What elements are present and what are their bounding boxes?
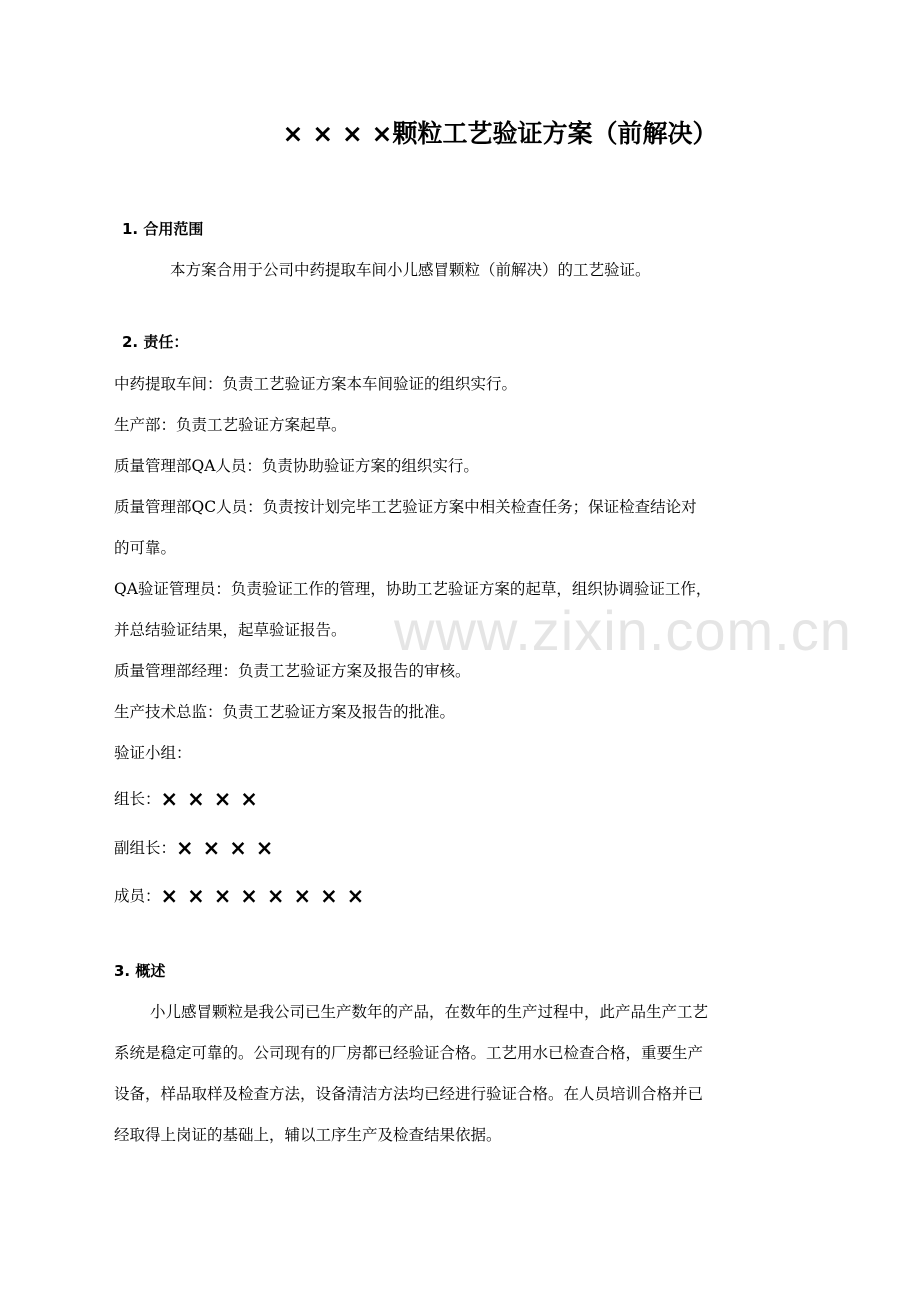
team-members-row bbox=[114, 884, 373, 908]
watermark: www.zixin.com.cn bbox=[394, 599, 852, 662]
document-title: × × × ×颗粒工艺验证方案（前解决） bbox=[282, 119, 718, 148]
team-deputy-value: ×××× bbox=[176, 836, 283, 860]
overview-line-3: 设备，样品取样及检查方法，设备清洁方法均已经进行验证合格。在人员培训合格并已 bbox=[114, 1085, 704, 1103]
team-deputy-row bbox=[114, 836, 282, 860]
responsibility-qm-manager: 质量管理部经理：负责工艺验证方案及报告的审核。 bbox=[114, 662, 471, 680]
section-3-heading: 3. 概述 bbox=[114, 962, 166, 980]
responsibility-qc-staff: 质量管理部QC人员：负责按计划完毕工艺验证方案中相关检查任务；保证检查结论对 bbox=[114, 498, 697, 516]
responsibility-production-dept: 生产部：负责工艺验证方案起草。 bbox=[114, 416, 347, 434]
responsibility-qa-staff: 质量管理部QA人员：负责协助验证方案的组织实行。 bbox=[114, 457, 479, 475]
team-members-label: 成员： bbox=[114, 887, 161, 905]
responsibility-technical-director: 生产技术总监：负责工艺验证方案及报告的批准。 bbox=[114, 703, 456, 721]
validation-team-label: 验证小组： bbox=[114, 744, 192, 762]
responsibility-extraction-workshop: 中药提取车间：负责工艺验证方案本车间验证的组织实行。 bbox=[114, 375, 518, 393]
team-leader-row bbox=[114, 787, 267, 811]
responsibility-qa-validation-admin-cont: 并总结验证结果，起草验证报告。 bbox=[114, 621, 347, 639]
responsibility-qa-validation-admin: QA验证管理员：负责验证工作的管理，协助工艺验证方案的起草，组织协调验证工作， bbox=[114, 580, 712, 598]
team-members-value: ×××××××× bbox=[160, 884, 374, 908]
responsibility-qc-staff-cont: 的可靠。 bbox=[114, 539, 177, 557]
scope-text: 本方案合用于公司中药提取车间小儿感冒颗粒（前解决）的工艺验证。 bbox=[170, 261, 651, 279]
section-1-heading: 1. 合用范围 bbox=[122, 220, 204, 238]
team-leader-value: ×××× bbox=[160, 787, 267, 811]
team-leader-label: 组长： bbox=[114, 790, 161, 808]
team-deputy-label: 副组长： bbox=[114, 839, 177, 857]
overview-line-2: 系统是稳定可靠的。公司现有的厂房都已经验证合格。工艺用水已检查合格，重要生产 bbox=[114, 1044, 704, 1062]
overview-line-4: 经取得上岗证的基础上，辅以工序生产及检查结果依据。 bbox=[114, 1126, 502, 1144]
section-2-heading: 2. 责任： bbox=[122, 333, 189, 351]
overview-line-1: 小儿感冒颗粒是我公司已生产数年的产品，在数年的生产过程中，此产品生产工艺 bbox=[150, 1003, 709, 1021]
